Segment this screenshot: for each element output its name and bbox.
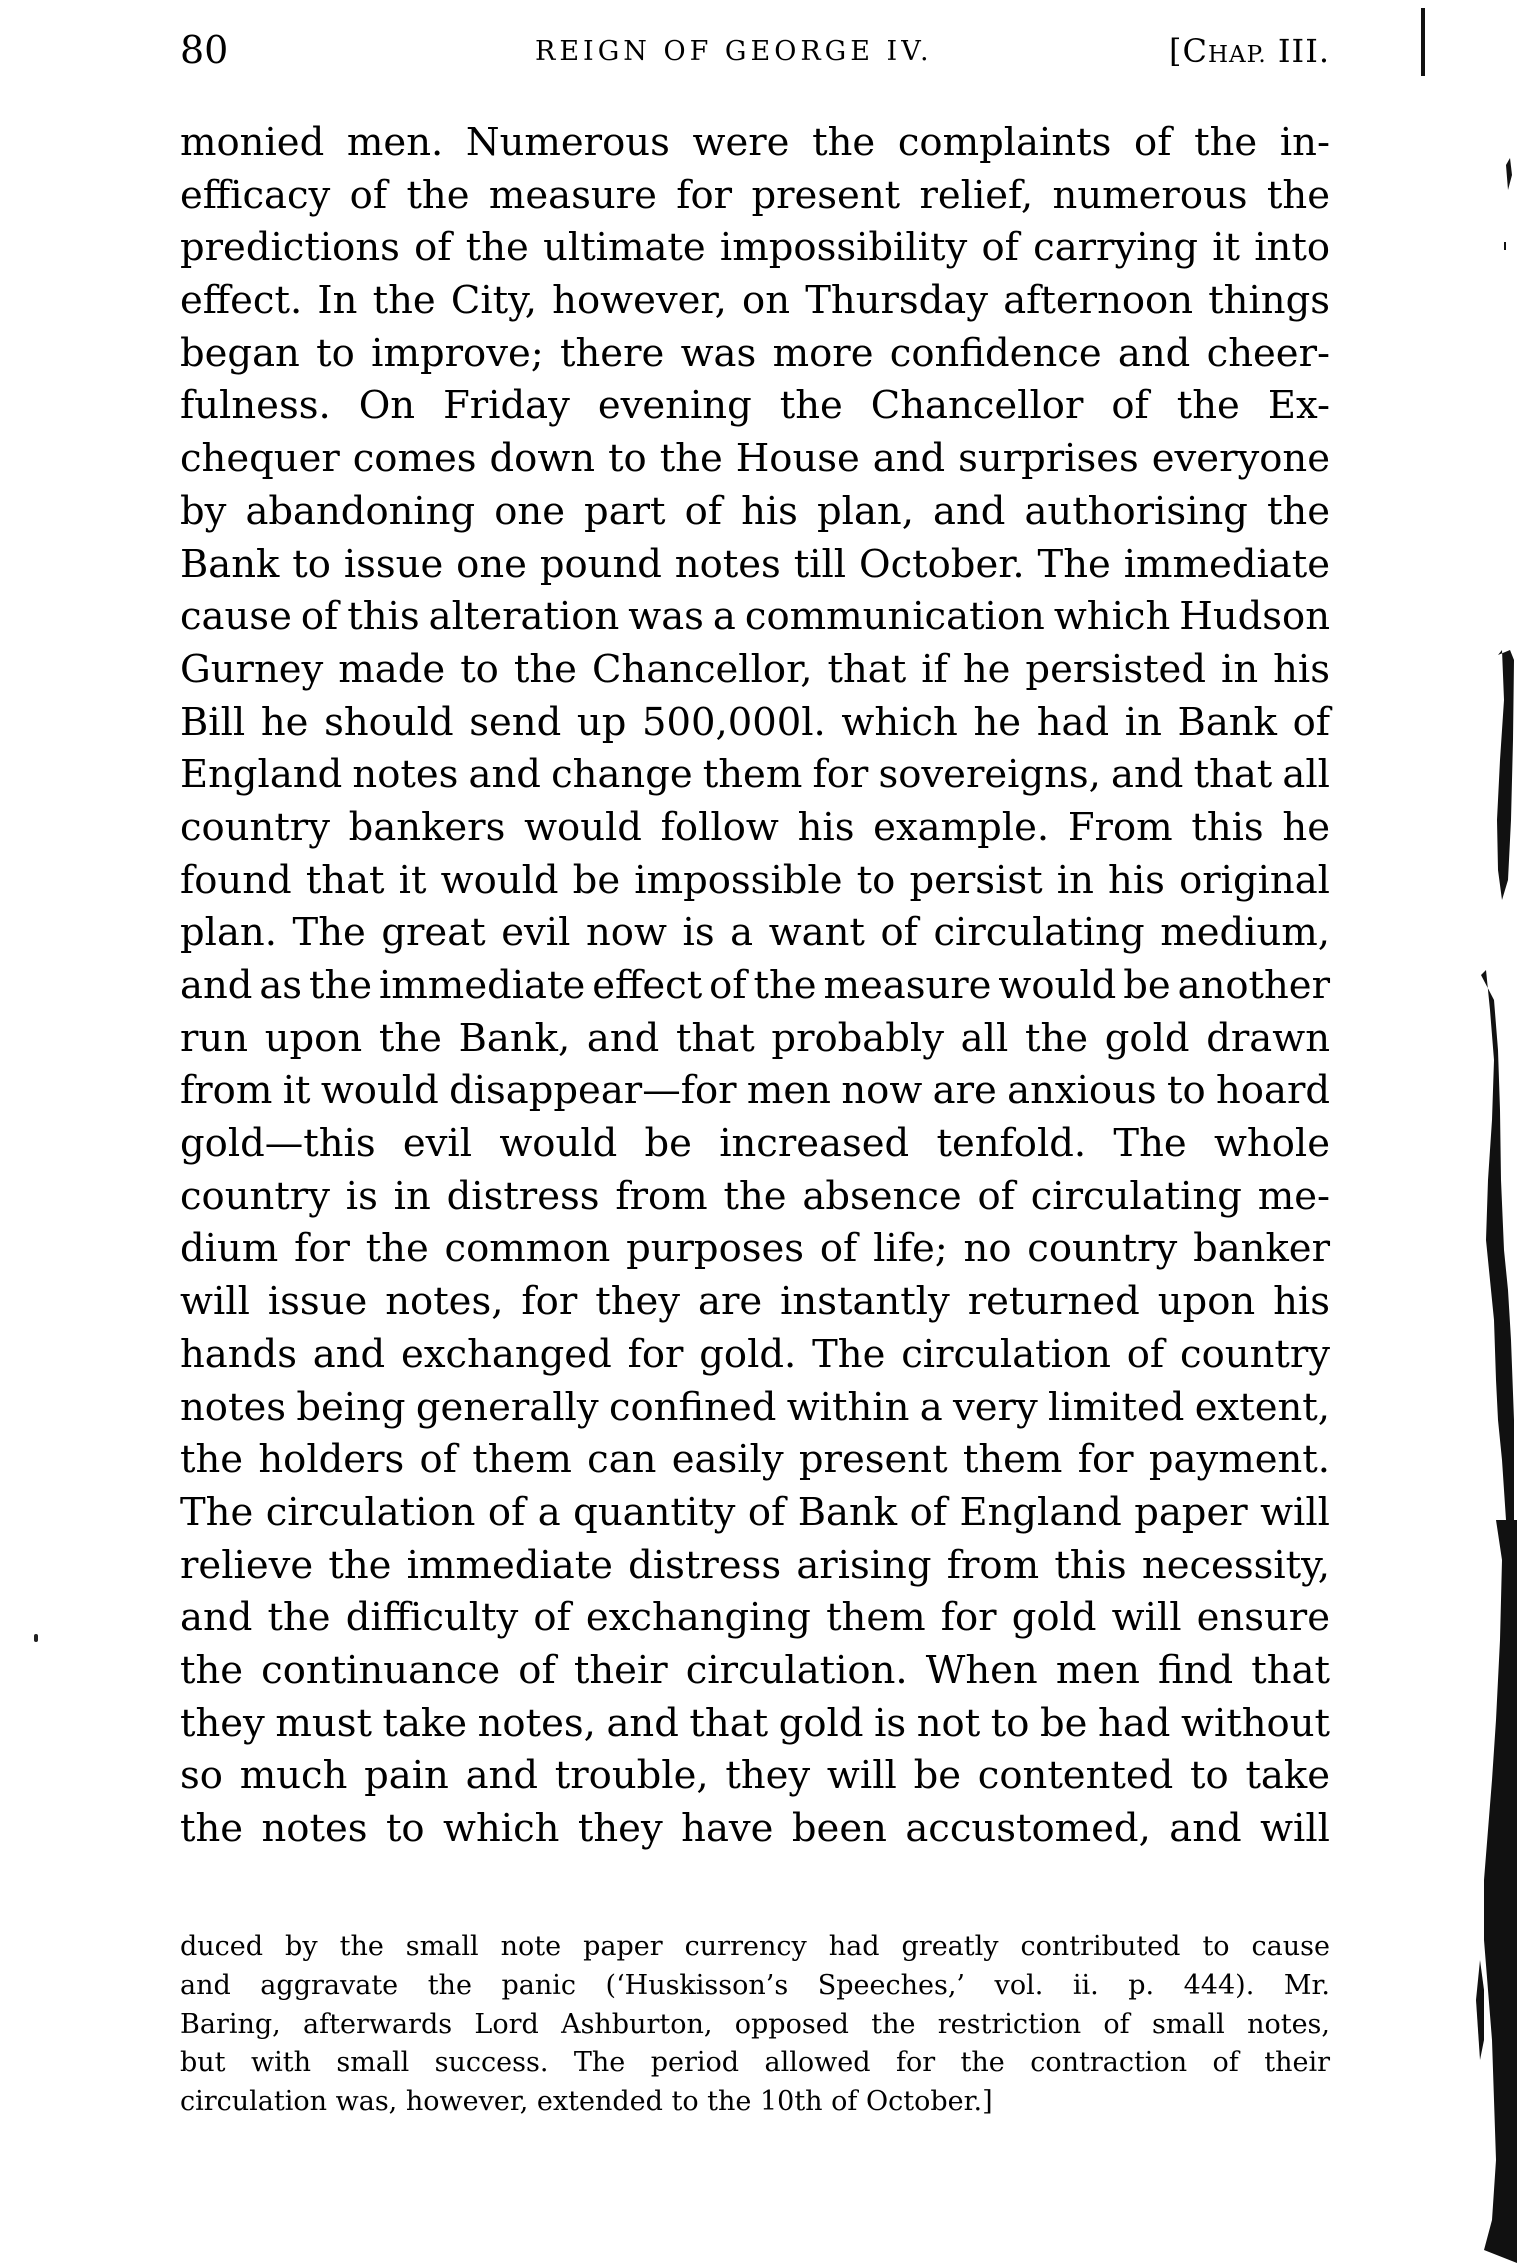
body-line: notes being generally confined within a very limited extent, (180, 1384, 1330, 1430)
body-line: run upon the Bank, and that probably all the gold drawn (180, 1015, 1330, 1061)
body-line: effect. In the City, however, on Thursday afternoon things (180, 278, 1330, 324)
body-line: hands and exchanged for gold. The circulation of country (180, 1331, 1330, 1377)
body-line: relieve the immediate distress arising from this necessity, (180, 1542, 1330, 1588)
chapter-reference (1169, 30, 1330, 76)
chapter-smallcaps: HAP. (1207, 42, 1267, 68)
body-line: so much pain and trouble, they will be contented to take (180, 1753, 1330, 1799)
body-line: began to improve; there was more confidence and cheer- (180, 330, 1330, 376)
footnote-line: duced by the small note paper currency had greatly contributed to cause (180, 1931, 1330, 1962)
body-line: Bank to issue one pound notes till October. The immediate (180, 541, 1330, 587)
binding-edge-shadow (1380, 0, 1517, 2263)
binding-mark-small (1504, 242, 1506, 250)
body-line: chequer comes down to the House and surprises everyone (180, 436, 1330, 482)
body-line: found that it would be impossible to persist in his original (180, 857, 1330, 903)
body-line: plan. The great evil now is a want of circulating medium, (180, 910, 1330, 956)
body-line: monied men. Numerous were the complaints of the in- (180, 120, 1330, 165)
body-line: England notes and change them for sovereigns, and that all (180, 752, 1330, 798)
body-line: efficacy of the measure for present relief, numerous the (180, 172, 1330, 218)
body-line: the notes to which they have been accustomed, and will (180, 1806, 1330, 1851)
body-line: fulness. On Friday evening the Chancellor of the Ex- (180, 383, 1330, 429)
body-line: the continuance of their circulation. When men find that (180, 1647, 1330, 1693)
body-line: the holders of them can easily present them for payment. (180, 1437, 1330, 1483)
binding-shadow-upper (1497, 650, 1514, 900)
body-line: The circulation of a quantity of Bank of England paper will (180, 1489, 1330, 1535)
chapter-number: III. (1266, 32, 1330, 70)
scan-speck (34, 1634, 38, 1642)
body-line: Bill he should send up 500,000l. which he had in Bank of (180, 699, 1330, 745)
binding-shadow-inner (1476, 1960, 1484, 2060)
body-line: and as the immediate effect of the measure would be another (180, 963, 1330, 1008)
body-line: cause of this alteration was a communication which Hudson (180, 594, 1330, 640)
body-line: gold—this evil would be increased tenfold. The whole (180, 1121, 1330, 1167)
body-line: country is in distress from the absence of circulating me- (180, 1173, 1330, 1219)
body-line: will issue notes, for they are instantly returned upon his (180, 1279, 1330, 1325)
running-title: REIGN OF GEORGE IV. (535, 36, 933, 67)
running-head (180, 28, 1330, 72)
body-line: predictions of the ultimate impossibility of carrying it into (180, 225, 1330, 271)
footnote-line: Baring, afterwards Lord Ashburton, opposed the restriction of small notes, (180, 2008, 1330, 2040)
footnote-line: circulation was, however, extended to the 10th of October.] (180, 2086, 993, 2118)
binding-mark-top (1506, 158, 1512, 190)
body-text (180, 117, 1330, 1856)
page-number: 80 (180, 28, 229, 72)
binding-shadow-middle (1481, 970, 1514, 1520)
binding-shadow-lower (1484, 1520, 1517, 2263)
body-line: from it would disappear—for men now are anxious to hoard (180, 1068, 1330, 1114)
footnote (180, 1928, 1330, 2122)
chapter-prefix: [C (1168, 32, 1208, 70)
footnote-line: and aggravate the panic (‘Huskisson’s Speeches,’ vol. ii. p. 444). Mr. (180, 1969, 1330, 2001)
body-line: by abandoning one part of his plan, and authorising the (180, 488, 1330, 534)
body-line: Gurney made to the Chancellor, that if he persisted in his (180, 646, 1330, 692)
footnote-line: but with small success. The period allowed for the contraction of their (180, 2047, 1330, 2079)
body-line: they must take notes, and that gold is not to be had without (180, 1700, 1330, 1746)
body-line: country bankers would follow his example. From this he (180, 804, 1330, 850)
body-line: and the difficulty of exchanging them for gold will ensure (180, 1595, 1330, 1641)
body-line: dium for the common purposes of life; no country banker (180, 1226, 1330, 1272)
